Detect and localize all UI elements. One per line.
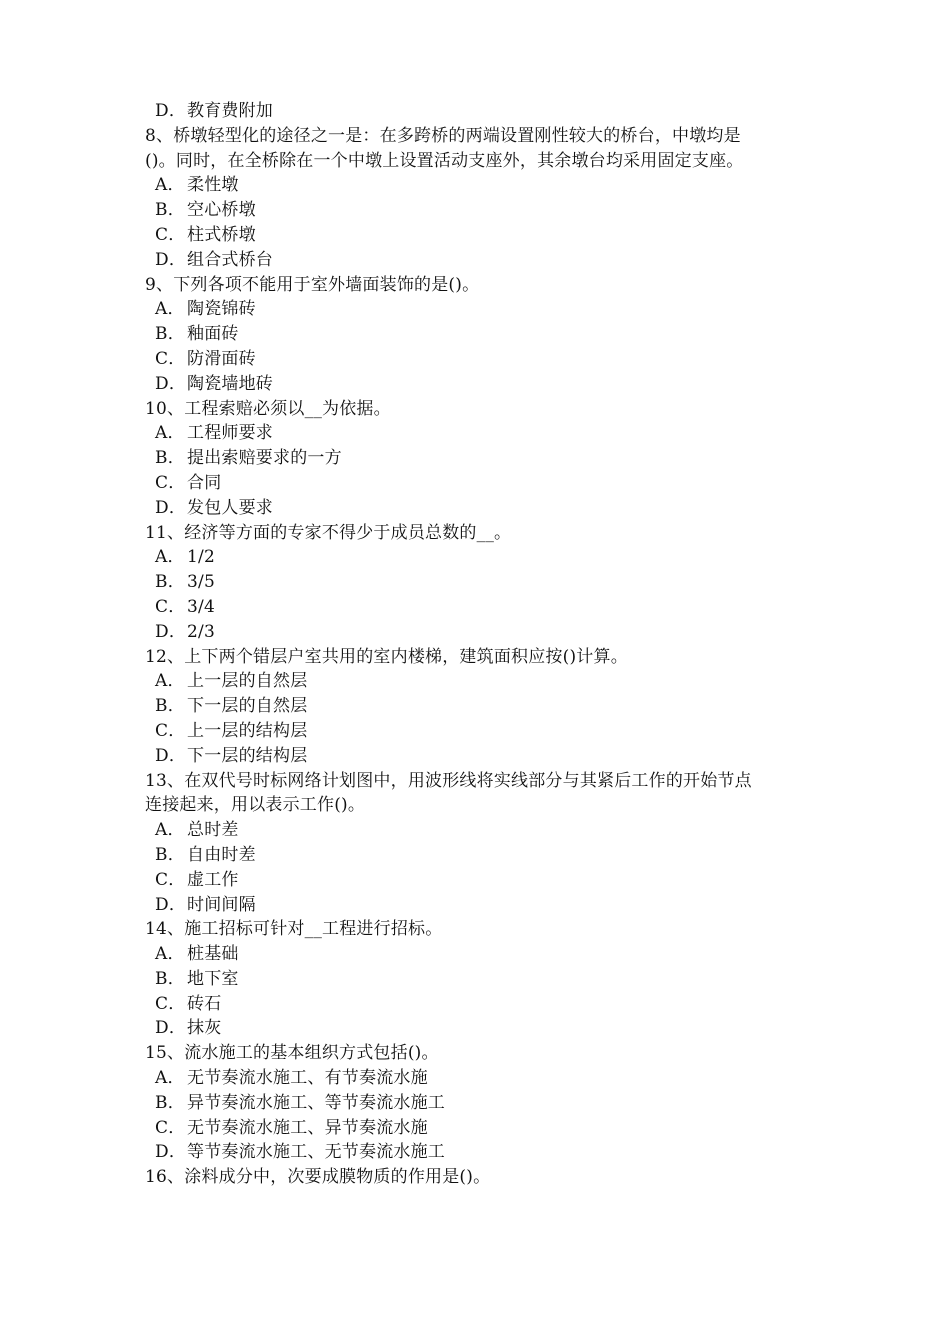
option-letter: B． xyxy=(155,844,185,865)
option-text: 工程师要求 xyxy=(187,423,273,444)
answer-option xyxy=(145,967,815,992)
option-letter: C． xyxy=(155,1117,186,1138)
option-text: 砖石 xyxy=(187,993,222,1014)
option-letter: C． xyxy=(155,720,186,741)
option-letter: B． xyxy=(155,200,185,221)
option-letter: A． xyxy=(155,820,185,841)
option-letter: A． xyxy=(155,1068,185,1089)
question-list xyxy=(145,99,815,1190)
answer-option xyxy=(145,248,815,273)
question-line: 10、工程索赔必须以__为依据。 xyxy=(145,398,391,419)
option-text: 发包人要求 xyxy=(187,497,273,518)
option-text: 虚工作 xyxy=(187,869,239,890)
option-letter: D． xyxy=(155,894,187,915)
option-letter: C． xyxy=(155,224,186,245)
option-text: 异节奏流水施工、等节奏流水施工 xyxy=(187,1092,445,1113)
option-letter: D． xyxy=(155,101,187,121)
answer-option xyxy=(145,669,815,694)
answer-option xyxy=(145,372,815,397)
option-text: 陶瓷墙地砖 xyxy=(187,373,273,394)
answer-option xyxy=(145,223,815,248)
option-text: 2/3 xyxy=(187,621,215,642)
answer-option xyxy=(145,818,815,843)
question-line: 13、在双代号时标网络计划图中，用波形线将实线部分与其紧后工作的开始节点 xyxy=(145,770,752,791)
question-text xyxy=(145,397,815,422)
option-letter: D． xyxy=(155,745,187,766)
option-text: 桩基础 xyxy=(187,944,239,965)
answer-option xyxy=(145,1016,815,1041)
answer-option xyxy=(145,1066,815,1091)
option-letter: C． xyxy=(155,348,186,369)
answer-option xyxy=(145,322,815,347)
option-text: 教育费附加 xyxy=(187,101,273,121)
option-text: 3/5 xyxy=(187,572,215,593)
option-text: 陶瓷锦砖 xyxy=(187,299,256,320)
answer-option xyxy=(145,173,815,198)
option-text: 时间间隔 xyxy=(187,894,256,915)
option-text: 无节奏流水施工、异节奏流水施 xyxy=(187,1117,428,1138)
option-letter: C． xyxy=(155,472,186,493)
option-letter: D． xyxy=(155,373,187,394)
answer-option xyxy=(145,446,815,471)
question-line: 11、经济等方面的专家不得少于成员总数的__。 xyxy=(145,522,512,543)
option-letter: A． xyxy=(155,299,185,320)
question-line: ()。同时，在全桥除在一个中墩上设置活动支座外，其余墩台均采用固定支座。 xyxy=(145,150,744,171)
question-text xyxy=(145,769,815,819)
option-letter: D． xyxy=(155,1142,187,1163)
question-line: 8、桥墩轻型化的途径之一是：在多跨桥的两端设置刚性较大的桥台，中墩均是 xyxy=(145,125,741,146)
answer-option xyxy=(145,992,815,1017)
option-text: 柔性墩 xyxy=(187,175,239,196)
option-text: 合同 xyxy=(187,472,222,493)
option-letter: D． xyxy=(155,621,187,642)
answer-option xyxy=(145,843,815,868)
question-text xyxy=(145,917,815,942)
option-letter: A． xyxy=(155,944,185,965)
option-letter: D． xyxy=(155,1018,187,1039)
question-text xyxy=(145,1041,815,1066)
answer-option xyxy=(145,1091,815,1116)
option-text: 下一层的结构层 xyxy=(187,745,308,766)
question-line: 12、上下两个错层户室共用的室内楼梯，建筑面积应按()计算。 xyxy=(145,646,628,667)
question-text xyxy=(145,1165,815,1190)
option-letter: A． xyxy=(155,547,185,568)
question-line: 9、下列各项不能用于室外墙面装饰的是()。 xyxy=(145,274,480,295)
option-text: 1/2 xyxy=(187,547,215,568)
answer-option xyxy=(145,1140,815,1165)
option-letter: B． xyxy=(155,1092,185,1113)
answer-option xyxy=(145,1116,815,1141)
option-letter: C． xyxy=(155,869,186,890)
question-line: 连接起来，用以表示工作()。 xyxy=(145,795,366,816)
option-letter: B． xyxy=(155,448,185,469)
option-letter: B． xyxy=(155,696,185,717)
question-text xyxy=(145,645,815,670)
answer-option xyxy=(145,496,815,521)
question-text xyxy=(145,521,815,546)
option-text: 抹灰 xyxy=(187,1018,222,1039)
answer-option xyxy=(145,471,815,496)
answer-option xyxy=(145,99,815,124)
option-letter: C． xyxy=(155,596,186,617)
answer-option xyxy=(145,595,815,620)
option-letter: A． xyxy=(155,423,185,444)
answer-option xyxy=(145,719,815,744)
option-text: 釉面砖 xyxy=(187,324,239,345)
question-text xyxy=(145,124,815,174)
option-letter: B． xyxy=(155,968,185,989)
answer-option xyxy=(145,297,815,322)
answer-option xyxy=(145,744,815,769)
option-text: 无节奏流水施工、有节奏流水施 xyxy=(187,1068,428,1089)
question-line: 16、涂料成分中，次要成膜物质的作用是()。 xyxy=(145,1167,491,1188)
answer-option xyxy=(145,347,815,372)
option-letter: B． xyxy=(155,572,185,593)
option-text: 3/4 xyxy=(187,596,215,617)
option-text: 自由时差 xyxy=(187,844,256,865)
answer-option xyxy=(145,198,815,223)
option-text: 总时差 xyxy=(187,820,239,841)
answer-option xyxy=(145,620,815,645)
option-letter: A． xyxy=(155,175,185,196)
answer-option xyxy=(145,942,815,967)
option-letter: B． xyxy=(155,324,185,345)
option-text: 防滑面砖 xyxy=(187,348,256,369)
answer-option xyxy=(145,694,815,719)
option-text: 下一层的自然层 xyxy=(187,696,308,717)
option-text: 空心桥墩 xyxy=(187,200,256,221)
option-text: 柱式桥墩 xyxy=(187,224,256,245)
question-line: 15、流水施工的基本组织方式包括()。 xyxy=(145,1043,439,1064)
option-text: 等节奏流水施工、无节奏流水施工 xyxy=(187,1142,445,1163)
option-text: 上一层的自然层 xyxy=(187,671,308,692)
answer-option xyxy=(145,868,815,893)
answer-option xyxy=(145,421,815,446)
option-text: 组合式桥台 xyxy=(187,249,273,270)
option-letter: C． xyxy=(155,993,186,1014)
question-line: 14、施工招标可针对__工程进行招标。 xyxy=(145,919,443,940)
option-text: 地下室 xyxy=(187,968,239,989)
answer-option xyxy=(145,545,815,570)
option-letter: D． xyxy=(155,497,187,518)
option-letter: A． xyxy=(155,671,185,692)
question-text xyxy=(145,273,815,298)
option-letter: D． xyxy=(155,249,187,270)
option-text: 上一层的结构层 xyxy=(187,720,308,741)
answer-option xyxy=(145,570,815,595)
answer-option xyxy=(145,893,815,918)
option-text: 提出索赔要求的一方 xyxy=(187,448,342,469)
